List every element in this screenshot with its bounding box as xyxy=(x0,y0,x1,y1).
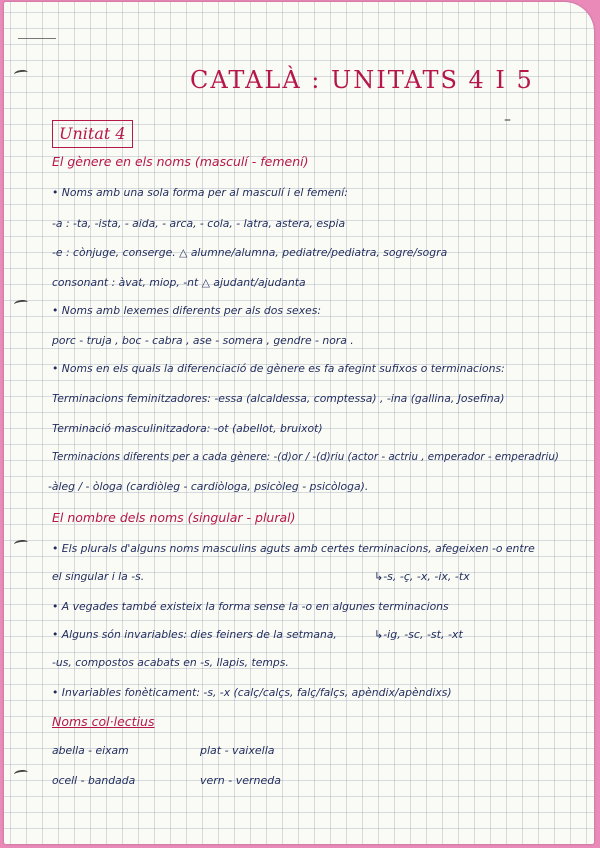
notebook-page xyxy=(4,2,594,844)
note-line: • Invariables fonèticament: -s, -x (calç/calçs, falç/falçs, apèndix/apèndixs) xyxy=(52,686,452,699)
collective-pair-left: abella - eixam xyxy=(52,744,129,757)
binder-hole-mark xyxy=(14,769,29,778)
note-line: Terminacions diferents per a cada gènere: -(d)or / -(d)riu (actor - actriu , emperador - emperadriu) xyxy=(52,451,559,463)
binder-hole-mark xyxy=(14,539,29,548)
note-line: • Els plurals d'alguns noms masculins aguts amb certes terminacions, afegeixen -o entre xyxy=(52,542,535,555)
section-heading-number: El nombre dels noms (singular - plural) xyxy=(52,510,296,525)
note-line: • Alguns són invariables: dies feiners de la setmana, xyxy=(52,628,337,641)
section-heading-collective: Noms col·lectius xyxy=(52,714,155,729)
note-line: • A vegades també existeix la forma sense la -o en algunes terminacions xyxy=(52,600,449,613)
unit-heading: Unitat 4 xyxy=(52,120,133,148)
note-line: • Noms amb una sola forma per al masculí i el femení: xyxy=(52,186,348,199)
note-line: Terminació masculinitzadora: -ot (abellot, bruixot) xyxy=(52,422,323,435)
margin-dash: – xyxy=(504,112,511,128)
note-line: • Noms en els quals la diferenciació de gènere es fa afegint sufixos o terminacions: xyxy=(52,362,505,375)
section-heading-gender: El gènere en els noms (masculí - femení) xyxy=(52,154,309,169)
collective-pair-left: ocell - bandada xyxy=(52,774,136,787)
collective-pair-right: plat - vaixella xyxy=(200,744,275,757)
note-line: Terminacions feminitzadores: -essa (alcaldessa, comptessa) , -ina (gallina, Josefina) xyxy=(52,392,505,405)
note-line: -e : cònjuge, conserge. △ alumne/alumna, pediatre/pediatra, sogre/sogra xyxy=(52,246,448,259)
top-rule xyxy=(18,38,56,39)
note-line: • Noms amb lexemes diferents per als dos sexes: xyxy=(52,304,321,317)
note-line: porc - truja , boc - cabra , ase - somera , gendre - nora . xyxy=(52,334,354,347)
collective-pair-right: vern - verneda xyxy=(200,774,281,787)
note-line: -a : -ta, -ista, - aida, - arca, - cola, - latra, astera, espia xyxy=(52,217,346,230)
terminations-note: ↳-s, -ç, -x, -ix, -tx xyxy=(374,570,470,583)
note-line: consonant : àvat, miop, -nt △ ajudant/ajudanta xyxy=(52,276,306,289)
page-title: CATALÀ : UNITATS 4 I 5 xyxy=(190,66,534,94)
note-line: el singular i la -s. xyxy=(52,570,145,583)
note-line: -àleg / - òloga (cardiòleg - cardiòloga, psicòleg - psicòloga). xyxy=(48,480,369,493)
terminations-note: ↳-ig, -sc, -st, -xt xyxy=(374,628,463,641)
binder-hole-mark xyxy=(14,69,29,78)
binder-hole-mark xyxy=(14,299,29,308)
note-line: -us, compostos acabats en -s, llapis, temps. xyxy=(52,656,289,669)
